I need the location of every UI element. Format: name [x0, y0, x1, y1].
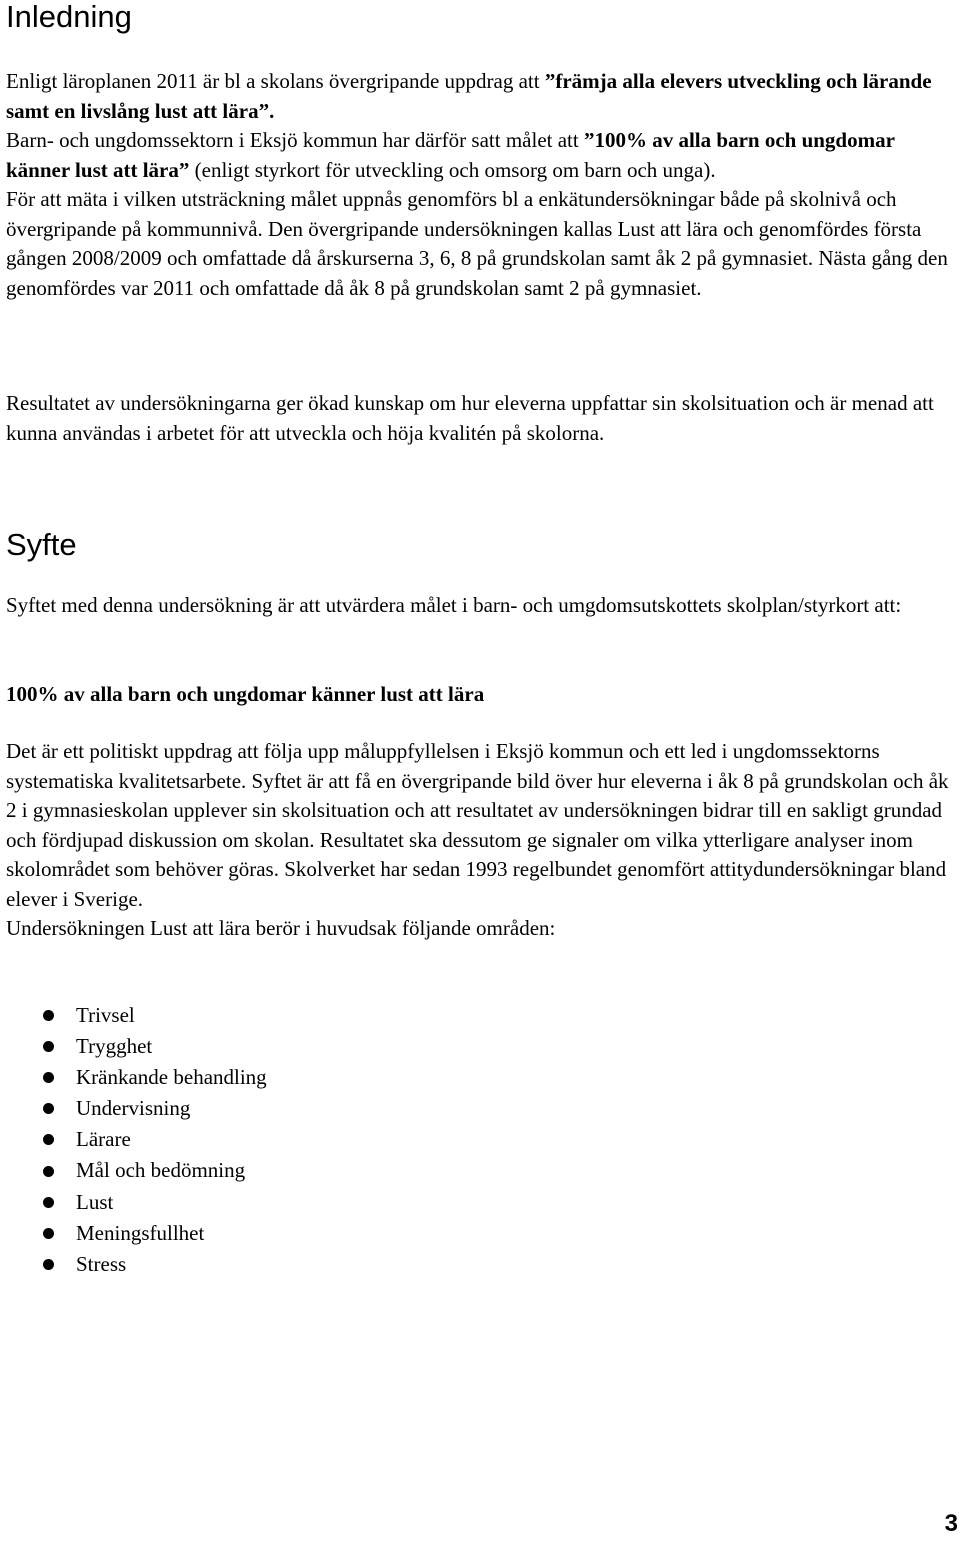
page-number: 3	[944, 1510, 958, 1537]
heading-inledning: Inledning	[6, 0, 132, 34]
bullet-icon	[43, 1103, 54, 1114]
purpose-paragraph: Syftet med denna undersökning är att utvärdera målet i barn- och umgdomsutskottets skolplan/styrkort att:	[6, 593, 902, 617]
goal-statement: 100% av alla barn och ungdomar känner lust att lära	[6, 682, 485, 706]
intro-text-goal-lead: Barn- och ungdomssektorn i Eksjö kommun har därför satt målet att	[6, 128, 584, 152]
areas-list	[6, 1000, 267, 1280]
list-item	[6, 1093, 267, 1124]
list-item	[6, 1031, 267, 1062]
intro-text-start: Enligt läroplanen 2011 är bl a skolans övergripande uppdrag att	[6, 69, 545, 93]
list-item-label: Trygghet	[76, 1034, 153, 1059]
list-item-label: Lust	[76, 1189, 114, 1214]
bullet-icon	[43, 1072, 54, 1083]
areas-intro: Undersökningen Lust att lära berör i huvudsak följande områden:	[6, 916, 556, 940]
intro-text-scorecard: (enligt styrkort för utveckling och omsorg om barn och unga).	[189, 157, 716, 182]
bullet-icon	[43, 1010, 54, 1021]
list-item-label: Mål och bedömning	[76, 1158, 246, 1183]
political-paragraph	[6, 737, 956, 944]
bullet-icon	[43, 1166, 54, 1177]
intro-quote-curriculum: ”främja alla elevers utveckling och lärande samt en livslång lust att lära”.	[6, 69, 932, 123]
list-item-label: Kränkande behandling	[76, 1065, 267, 1090]
list-item	[6, 1062, 267, 1093]
intro-text-measurement: För att mäta i vilken utsträckning målet uppnås genomförs bl a enkätundersökningar både på skolnivå och övergripande på kommunnivå. Den övergripande undersökningen kallas Lust att lära och genomfördes första gången 2008/2009 och omfattade då årskurserna 3, 6, 8 på grundskolan samt åk 2 på gymnasiet. Nästa gång den genomfördes var 2011 och omfattade då åk 8 på grundskolan samt 2 på gymnasiet.	[6, 187, 948, 300]
list-item-label: Meningsfullhet	[76, 1220, 205, 1245]
heading-syfte: Syfte	[6, 527, 77, 562]
list-item-label: Undervisning	[76, 1096, 191, 1121]
result-paragraph: Resultatet av undersökningarna ger ökad kunskap om hur eleverna uppfattar sin skolsituation och är menad att kunna användas i arbetet för att utveckla och höja kvalitén på skolorna.	[6, 391, 934, 445]
bullet-icon	[43, 1041, 54, 1052]
bullet-icon	[43, 1197, 54, 1208]
list-item	[6, 1155, 267, 1186]
bullet-icon	[43, 1134, 54, 1145]
intro-paragraph	[6, 67, 956, 303]
intro-quote-goal: ”100% av alla barn och ungdomar känner lust att lära”	[6, 128, 895, 182]
political-text: Det är ett politiskt uppdrag att följa upp måluppfyllelsen i Eksjö kommun och ett led i ungdomssektorns systematiska kvalitetsarbete. Syftet är att få en övergripande bild över hur eleverna i åk 8 på grundskolan och åk 2 i gymnasieskolan upplever sin skolsituation och att resultatet av undersökningen bidrar till en sakligt grundad och fördjupad diskussion om skolan. Resultatet ska dessutom ge signaler om vilka ytterligare analyser inom skolområdet som behöver göras. Skolverket har sedan 1993 regelbundet genomfört attitydundersökningar bland elever i Sverige.	[6, 739, 949, 911]
list-item	[6, 1187, 267, 1218]
list-item-label: Stress	[76, 1251, 127, 1276]
bullet-icon	[43, 1228, 54, 1239]
list-item-label: Trivsel	[76, 1003, 135, 1027]
list-item	[6, 1000, 267, 1031]
list-item	[6, 1218, 267, 1249]
list-item	[6, 1124, 267, 1155]
list-item-label: Lärare	[76, 1127, 131, 1152]
bullet-icon	[43, 1259, 54, 1270]
list-item	[6, 1249, 267, 1280]
